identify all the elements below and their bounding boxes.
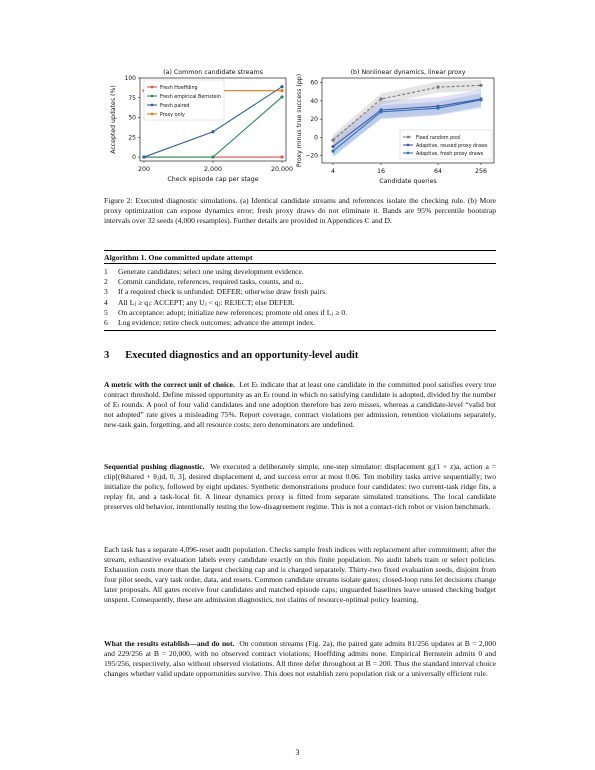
y-tick-label: 75 xyxy=(128,94,136,102)
algorithm-line-text: All Lⱼ ≥ qⱼ: ACCEPT; any Uⱼ < qⱼ: REJECT; else DEFER. xyxy=(118,297,295,307)
algorithm-title-rule xyxy=(104,263,496,264)
y-axis-label: Proxy minus true success (pp) xyxy=(296,73,303,168)
algorithm-line-text: Generate candidates; select one using development evidence. xyxy=(118,267,304,276)
y-tick-label: 0 xyxy=(132,154,136,162)
data-point xyxy=(379,97,382,100)
x-tick-label: 200 xyxy=(137,166,151,173)
page-number: 3 xyxy=(295,748,300,757)
y-tick-label: 25 xyxy=(128,134,136,142)
section-heading xyxy=(104,350,358,361)
x-axis-label: Check episode cap per stage xyxy=(167,176,259,183)
legend-label: Adaptive, reused proxy draws xyxy=(416,144,488,149)
left-chart xyxy=(104,62,294,190)
data-point xyxy=(479,84,482,87)
x-tick-label: 4 xyxy=(330,168,336,175)
x-tick-label: 20,000 xyxy=(270,166,294,173)
algorithm-line xyxy=(104,308,347,318)
data-point xyxy=(211,130,214,133)
y-tick-label: −20 xyxy=(305,152,318,160)
paragraph-heading: What the results establish—and do not. xyxy=(104,639,235,648)
data-point xyxy=(331,150,334,153)
algorithm-line xyxy=(104,287,327,297)
data-point xyxy=(142,155,145,158)
legend-marker xyxy=(407,136,410,139)
x-tick-label: 16 xyxy=(376,168,386,175)
paragraph-results xyxy=(104,639,496,679)
section-title: Executed diagnostics and an opportunity-level audit xyxy=(125,350,359,361)
figure-caption: Figure 2: Executed diagnostic simulations. (a) Identical candidate streams and references isolate the checking rule. (b) More proxy optimization can expose dynamics error; fresh proxy draws do not eliminate it. Bands are 95% percentile bootstrap intervals over 32 seeds (4,000 resamples). Further details are provided in Appendices C and D. xyxy=(104,196,496,226)
algorithm-line-text: On acceptance: adopt; initialize new references; promote old ones if Lⱼ ≥ 0. xyxy=(118,307,348,317)
legend-label: Fresh paired xyxy=(160,104,190,109)
algorithm-line-text: Commit candidate, references, required tasks, counts, and αₓ. xyxy=(118,277,304,287)
y-tick-label: 0 xyxy=(314,134,318,142)
paragraph-metric xyxy=(104,380,496,430)
paragraph-pushing xyxy=(104,462,496,512)
paragraph-body: On common streams (Fig. 2a), the paired gate admits 81/256 updates at B = 2,000 and 229/256 at B = 20,000, with no observed contract violations; Hoeffding admits none. Empirical Bernstein admits 0 and 195/256, respectively, also without observed violations. All three defer throughout at B = 200. Thus the standard interval choice changes whether valid update opportunities survive. This does not establish zero population risk or a universally efficient rule. xyxy=(104,639,497,679)
y-tick-label: 60 xyxy=(310,79,318,87)
algorithm-line xyxy=(104,267,304,277)
data-point xyxy=(280,155,283,158)
paragraph-body: Each task has a separate 4,096-reset audit population. Checks sample fresh indices with replacement after commitment; after the stream, exhaustive evaluation labels every candidate exactly on this finite population. No audit labels train or select policies. Exhaustion costs more than the largest checking cap and is charged separately. Thirty-two fixed evaluation seeds, disjoint from four pilot seeds, vary task order, data, and resets. Common candidate streams isolate gates; closed-loop runs let decisions change later proposals. All gates receive four candidates and matched episode caps; unguarded baselines leave unused checking budget unspent. Consequently, these are admission diagnostics, not claims of resource-optimal policy learning. xyxy=(104,545,496,605)
chart-title: (a) Common candidate streams xyxy=(163,69,263,76)
data-point xyxy=(436,86,439,89)
y-tick-label: 50 xyxy=(128,114,136,122)
legend-marker xyxy=(151,104,154,107)
algorithm-line-number: 3 xyxy=(104,287,108,297)
x-axis-label: Candidate queries xyxy=(379,178,437,185)
data-point xyxy=(479,98,482,101)
y-tick-label: 40 xyxy=(310,97,318,105)
right-chart xyxy=(292,62,498,190)
algorithm-top-rule xyxy=(104,250,496,251)
paragraph-body: Let Eₜ indicate that at least one candidate in the committed pool satisfies every true contract threshold. Define missed opportunity as an Eₜ round in which no satisfying candidate is adopted, divided by the number of Eₜ rounds. A pool of four valid candidates and one adoption therefore has zero misses, whereas a candidate-level “valid but not adopted” rate gives a misleading 75%. Report coverage, contract violations per admission, retention violations separately, new-task gain, forgetting, and all resource costs; zero denominators are undefined. xyxy=(104,380,496,430)
algorithm-line-text: If a required check is unfunded: DEFER; otherwise draw fresh pairs. xyxy=(118,287,327,297)
legend-marker xyxy=(151,95,154,98)
paragraph-heading: A metric with the correct unit of choice. xyxy=(104,380,235,389)
data-point xyxy=(280,89,283,92)
data-point xyxy=(436,107,439,110)
algorithm-line-number: 2 xyxy=(104,277,108,287)
data-point xyxy=(331,145,334,148)
algorithm-line xyxy=(104,298,295,308)
y-tick-label: 100 xyxy=(124,75,136,82)
data-point xyxy=(331,139,334,142)
data-point xyxy=(280,95,283,98)
algorithm-line xyxy=(104,277,303,287)
algorithm-line-number: 4 xyxy=(104,297,108,307)
algorithm-bottom-rule xyxy=(104,330,496,331)
data-point xyxy=(379,110,382,113)
algorithm-line xyxy=(104,318,315,328)
data-point xyxy=(280,85,283,88)
data-point xyxy=(211,155,214,158)
paragraph-audit xyxy=(104,545,496,606)
legend-label: Adaptive, fresh proxy draws xyxy=(416,152,484,157)
legend-marker xyxy=(407,144,410,147)
legend-label: Fresh Hoeffding xyxy=(160,86,198,91)
legend-marker xyxy=(151,86,154,89)
legend-label: Fixed random pool xyxy=(416,136,461,141)
paragraph-body: We executed a deliberately simple, one-step simulator: displacement gⱼ(1 + z)a, action a = clip[(θshared + θⱼ)d, 0, 3], desired displacement d, and success error at most 0.06. Ten mobility tasks arrive sequentially; two initialize the policy, followed by eight updates. Synthetic demonstrations produce four candidates: two current-task ridge fits, a replay fit, and a task-local fit. A linear dynamics proxy is fitted from separate simulated transitions. The local candidate preserves old behavior, intentionally testing the low-disagreement regime. This is not a contact-rich robot or vision benchmark. xyxy=(104,462,496,512)
algorithm-line-number: 1 xyxy=(104,267,108,276)
algorithm-line-text: Log evidence; retire check outcomes; advance the attempt index. xyxy=(118,318,316,327)
x-tick-label: 256 xyxy=(474,168,488,175)
algorithm-line-number: 5 xyxy=(104,307,108,317)
y-axis-label: Accepted updates (%) xyxy=(110,85,117,154)
legend-label: Fresh empirical Bernstein xyxy=(160,95,221,100)
paragraph-heading: Sequential pushing diagnostic. xyxy=(104,462,205,471)
chart-title: (b) Nonlinear dynamics, linear proxy xyxy=(350,69,466,76)
legend-marker xyxy=(407,152,410,155)
algorithm-line-number: 6 xyxy=(104,318,108,327)
x-tick-label: 64 xyxy=(433,168,443,175)
section-number: 3 xyxy=(104,350,110,361)
y-tick-label: 20 xyxy=(310,116,318,124)
legend-marker xyxy=(151,113,154,116)
algorithm-title: Algorithm 1. One committed update attempt xyxy=(104,253,253,262)
x-tick-label: 2,000 xyxy=(203,166,223,173)
legend-label: Proxy only xyxy=(160,113,185,118)
